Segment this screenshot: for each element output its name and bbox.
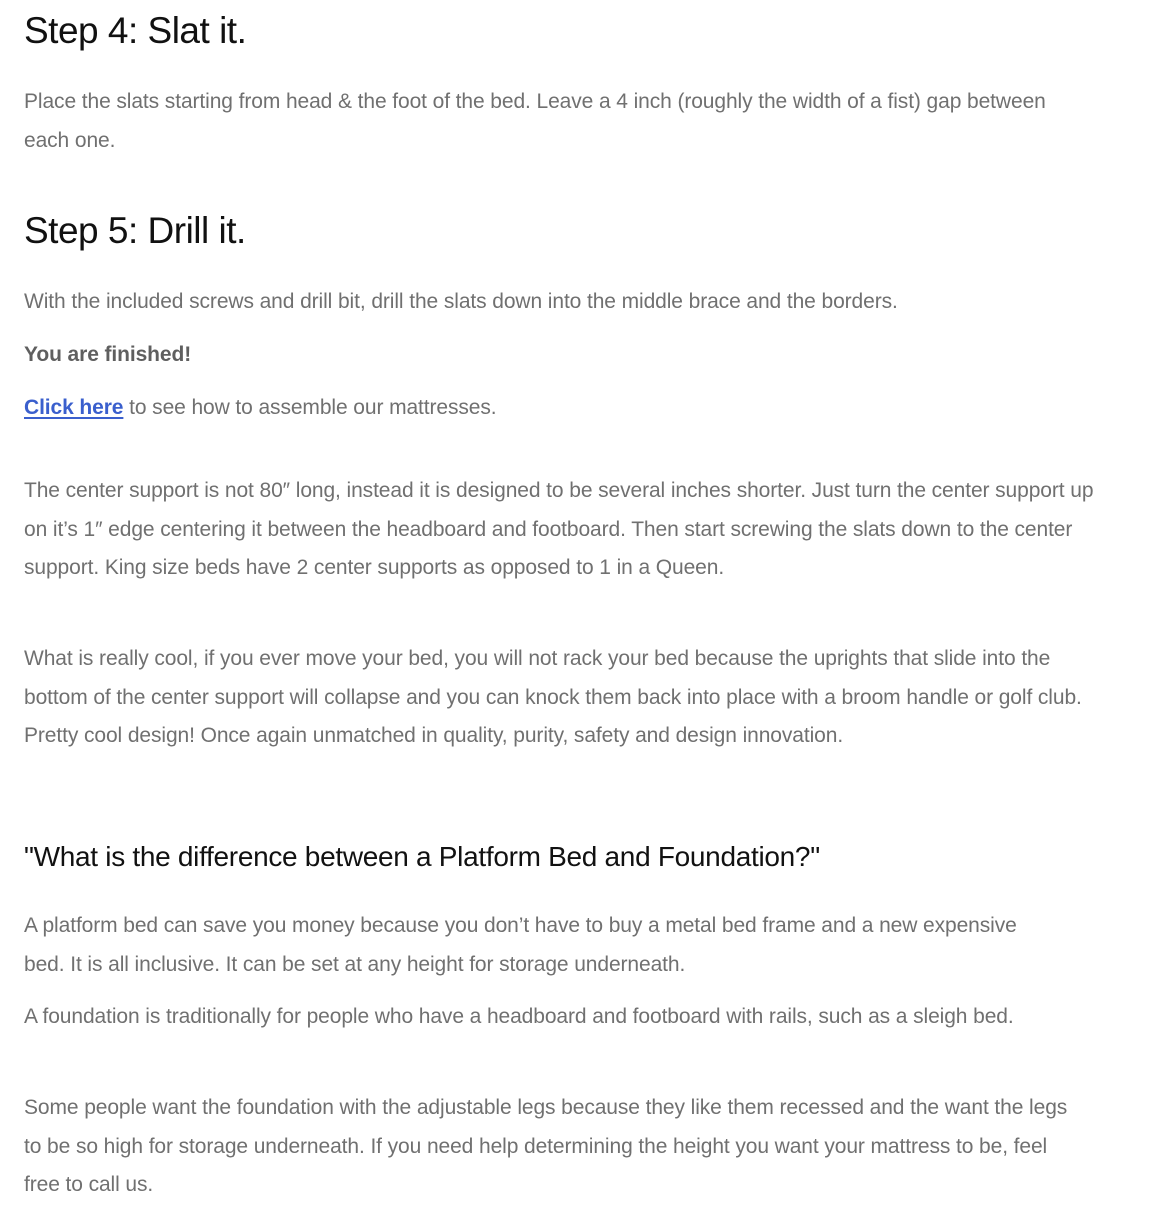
step-5-heading: Step 5: Drill it. bbox=[24, 210, 246, 251]
link-suffix-text: to see how to assemble our mattresses. bbox=[123, 396, 497, 419]
finished-text bbox=[24, 336, 191, 375]
step-5-text: With the included screws and drill bit, drill the slats down into the middle brace and the borders. bbox=[24, 290, 898, 313]
platform-bed-answer: A platform bed can save you money because you don’t have to buy a metal bed frame and a new expensive bed. It is all inclusive. It can be set at any height for storage underneath. bbox=[24, 914, 1017, 976]
finished-label: You are finished! bbox=[24, 343, 192, 366]
mattress-link-paragraph bbox=[24, 389, 497, 428]
step-4-text: Place the slats starting from head & the foot of the bed. Leave a 4 inch (roughly the width of a fist) gap between each one. bbox=[24, 90, 1046, 152]
foundation-answer: A foundation is traditionally for people who have a headboard and footboard with rails, such as a sleigh bed. bbox=[24, 1005, 1014, 1028]
adjustable-legs-answer: Some people want the foundation with the adjustable legs because they like them recessed and the want the legs to be so high for storage underneath. If you need help determining the height you want your mattress to be, feel free to call us. bbox=[24, 1096, 1068, 1196]
center-support-paragraph: The center support is not 80″ long, instead it is designed to be several inches shorter. Just turn the center support up on it’s 1″ edge centering it between the headboard and footboard. Then start screwing the slats down to the center support. King size beds have 2 center supports as opposed to 1 in a Queen. bbox=[24, 479, 1094, 579]
faq-question-heading: "What is the difference between a Platform Bed and Foundation?" bbox=[24, 841, 820, 872]
click-here-link[interactable]: Click here bbox=[24, 396, 124, 419]
step-4-heading: Step 4: Slat it. bbox=[24, 10, 247, 51]
moving-bed-paragraph: What is really cool, if you ever move your bed, you will not rack your bed because the uprights that slide into the bottom of the center support will collapse and you can knock them back into place with a broom handle or golf club. Pretty cool design! Once again unmatched in quality, purity, safety and design innovation. bbox=[24, 647, 1082, 747]
